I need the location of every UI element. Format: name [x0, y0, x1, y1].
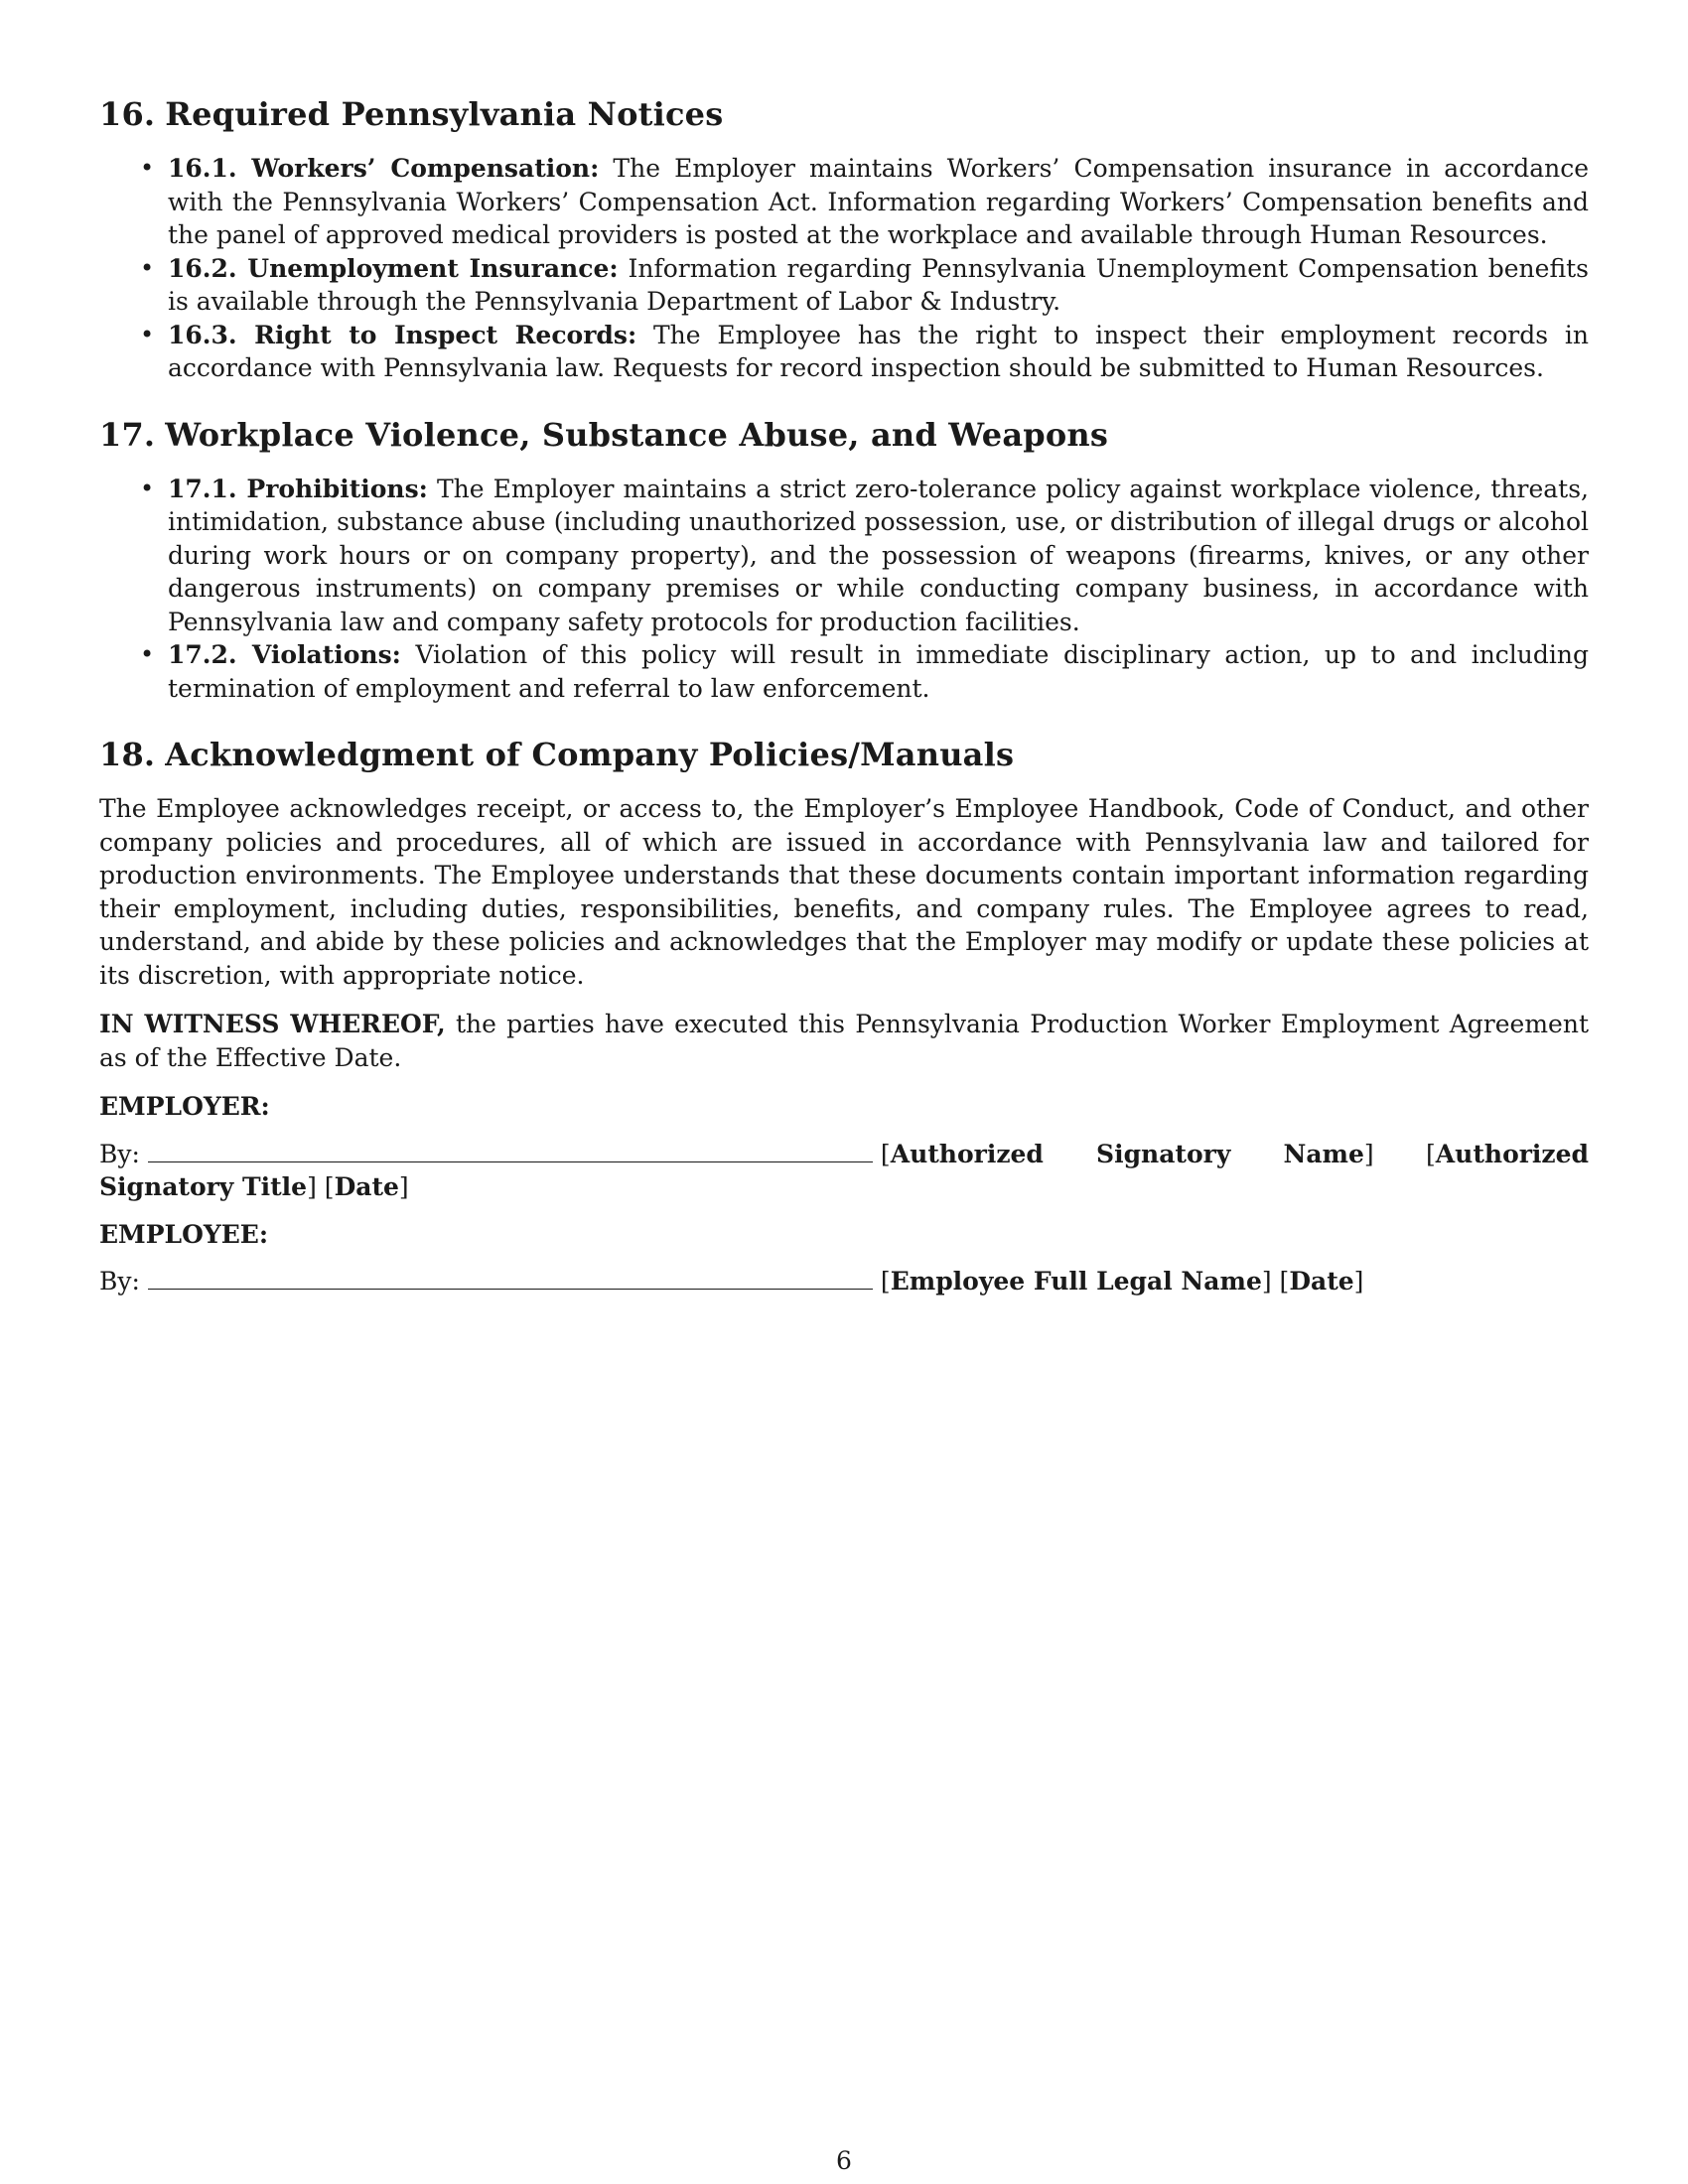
list-item: • 16.2. Unemployment Insurance: Information regarding Pennsylvania Unemployment Compensation benefits is available through the Pennsylvania Department of Labor & Industry. [168, 252, 1589, 319]
list-item: • 16.3. Right to Inspect Records: The Employee has the right to inspect their employment records in accordance with Pennsylvania law. Requests for record inspection should be submitted to Human Resources. [168, 319, 1589, 385]
employee-signature-line[interactable] [148, 1269, 873, 1290]
page-number: 6 [836, 2146, 852, 2175]
employer-signature-block: By: [Authorized Signatory Name] [Authorized Signatory Title] [Date] [99, 1139, 1589, 1201]
employer-label: EMPLOYER: [99, 1092, 270, 1121]
section-heading: 17. Workplace Violence, Substance Abuse, and Weapons [99, 415, 1109, 454]
bullet-list [99, 152, 1589, 385]
section-17 [99, 415, 1589, 706]
acknowledgment-paragraph: The Employee acknowledges receipt, or access to, the Employer’s Employee Handbook, Code of Conduct, and other company policies and procedures, all of which are issued in accordance with Pennsylvania law and tailored for production environments. The Employee understands that these documents contain important information regarding their employment, including duties, responsibilities, benefits, and company rules. The Employee agrees to read, understand, and abide by these policies and acknowledges that the Employer may modify or update these policies at its discretion, with appropriate notice. [99, 794, 1589, 990]
document-page [99, 94, 1589, 1312]
employee-label: EMPLOYEE: [99, 1219, 269, 1249]
section-heading: 16. Required Pennsylvania Notices [99, 95, 724, 133]
section-18 [99, 735, 1589, 992]
list-item: • 17.1. Prohibitions: The Employer maintains a strict zero-tolerance policy against workplace violence, threats, intimidation, substance abuse (including unauthorized possession, use, or distribution of illegal drugs or alcohol during work hours or on company property), and the possession of weapons (firearms, knives, or any other dangerous instruments) on company premises or while conducting company business, in accordance with Pennsylvania law and company safety protocols for production facilities. [168, 473, 1589, 639]
list-item: • 17.2. Violations: Violation of this policy will result in immediate disciplinary action, up to and including termination of employment and referral to law enforcement. [168, 638, 1589, 705]
section-heading: 18. Acknowledgment of Company Policies/Manuals [99, 736, 1015, 773]
list-item: • 16.1. Workers’ Compensation: The Employer maintains Workers’ Compensation insurance in accordance with the Pennsylvania Workers’ Compensation Act. Information regarding Workers’ Compensation benefits and the panel of approved medical providers is posted at the workplace and available through Human Resources. [168, 152, 1589, 252]
bullet-list [99, 473, 1589, 706]
section-16 [99, 94, 1589, 385]
employee-signature-block: By: [Employee Full Legal Name] [Date] [99, 1267, 1364, 1296]
witness-clause: IN WITNESS WHEREOF, the parties have executed this Pennsylvania Production Worker Employment Agreement as of the Effective Date. [99, 1010, 1590, 1072]
employer-signature-line[interactable] [148, 1142, 873, 1162]
